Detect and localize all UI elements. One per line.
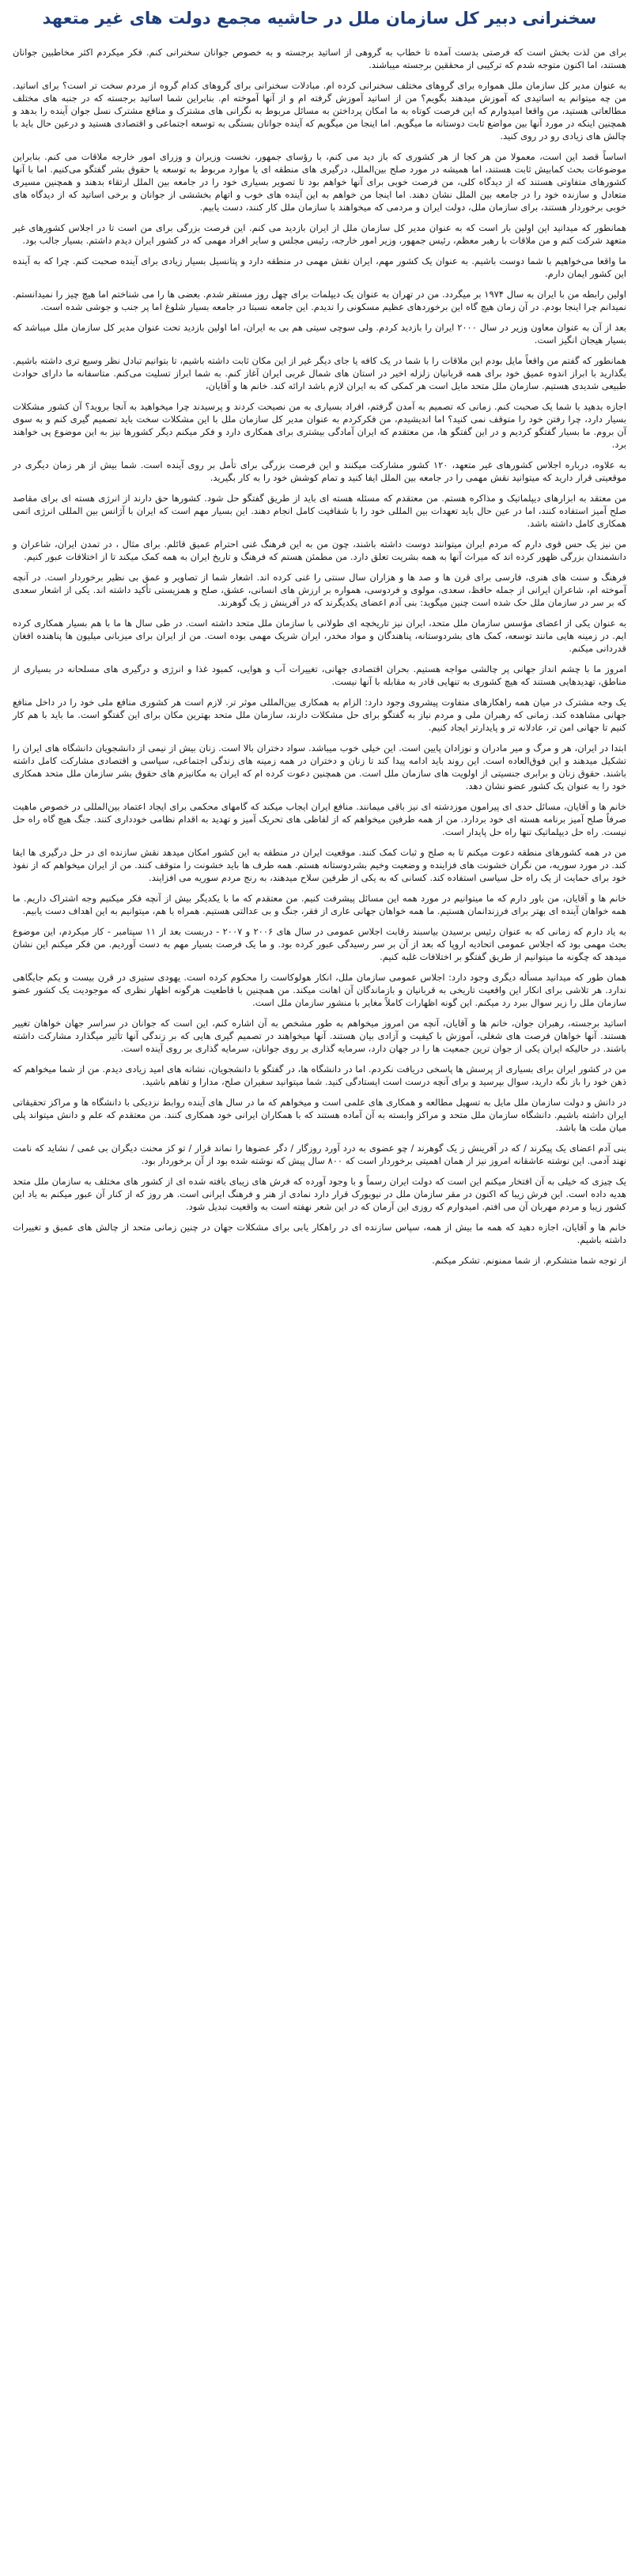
article-paragraph: اجازه بدهید با شما یک صحبت کنم. زمانی که تصمیم به آمدن گرفتم، افراد بسیاری به من نصیحت کردند و پرسیدند چرا میخواهید به آنجا بروید؟ آن کشور مشکلات بسیار دارد، چرا رفتن خود را متوقف نمی کنید؟ اما اندیشیدم، من فکرکردم به عنوان مدیر کل سازمان ملل با این مشکلات سخت باید تصمیم گیری کنم و به سوی آن بروم. ما بسیار گفتگو کردیم و در این گفتگو ها، من معتقدم که ایران آمادگی بیشتری برای همکاری دارد و فکر میکنم دیگر کشورها نیز به این موضوع پی خواهند برد. — [13, 401, 626, 450]
article-paragraph: از توجه شما متشکرم. از شما ممنونم. تشکر میکنم. — [432, 1255, 626, 1266]
article-title: سخنرانی دبیر کل سازمان ملل در حاشیه مجمع دولت های غیر متعهد — [42, 9, 597, 28]
article-paragraph: من معتقد به ابزارهای دیپلماتیک و مذاکره هستم. من معتقدم که مسئله هسته ای باید از طریق گفتگو حل شود. کشورها حق دارند از انرژی هسته ای برای مقاصد صلح آمیز استفاده کنند، اما در عین حال باید تعهدات بین المللی خود را با شفافیت کامل انجام دهند. این بسیار مهم است که ایران با آژانس بین المللی انرژی اتمی همکاری کامل داشته باشد. — [13, 493, 626, 529]
article-paragraph: فرهنگ و سنت های هنری، فارسی برای قرن ها و صد ها و هزاران سال سنتی را غنی کرده اند. اشعار شما از تصاویر و عمق بی نظیر برخوردار است. در آنچه آموخته ام، شاعران ایرانی از جمله حافظ، سعدی، مولوی و فردوسی، همواره بر ارزش های انسانی، عشق، صلح و همزیستی تأکید داشته اند. یکی از اشعار سعدی که بر سر در سازمان ملل حک شده است چنین میگوید: بنی آدم اعضای یکدیگرند که در آفرینش ز یک گوهرند. — [13, 572, 626, 608]
article-paragraph: من در کشور ایران برای بسیاری از پرسش ها پاسخی دریافت نکردم. اما در دانشگاه ها، در گفتگو با دانشجویان، نشانه های امید زیادی دیدم. من از شما میخواهم که ذهن خود را باز نگه دارید، سوال بپرسید و برای آنچه درست است ایستادگی کنید. شما میتوانید سفیران صلح، مدارا و تفاهم باشید. — [13, 1063, 626, 1087]
article-paragraph: ما واقعا می‌خواهیم با شما دوست باشیم. به عنوان یک کشور مهم، ایران نقش مهمی در منطقه دارد و پتانسیل بسیار زیادی برای آینده صحبت کنم. چرا که به آینده این کشور ایمان دارم. — [13, 255, 626, 279]
article-paragraph: امروز ما با چشم انداز جهانی پر چالشی مواجه هستیم. بحران اقتصادی جهانی، تغییرات آب و هوایی، کمبود غذا و انرژی و درگیری های مسلحانه در بسیاری از مناطق، تهدیدهایی هستند که هیچ کشوری به تنهایی قادر به مقابله با آنها نیست. — [13, 663, 626, 687]
article-paragraph: من نیز یک حس قوی دارم که مردم ایران میتوانند دوست داشته باشند، چون من به این فرهنگ غنی احترام عمیق قائلم. برای مثال ، در تمدن ایران، شاعران و دانشمندان بزرگی ظهور کرده اند که میراث آنها به همه بشریت تعلق دارد. من مطمئن هستم که فرهنگ و تاریخ ایران به همه کمک میکند تا از اختلافات عبور کنیم. — [13, 538, 626, 562]
article-paragraph: خانم ها و آقایان، مسائل حدی ای پیرامون موزدشته ای نیز باقی میمانند. منافع ایران ایجاب میکند که گامهای محکمی برای ایجاد اعتماد بین‌المللی در خصوص ماهیت صرفاً صلح آمیز برنامه هسته ای خود بردارد. من از همه طرفین میخواهم که از لفاظی های تحریک آمیز و تهدید به اقدام نظامی خودداری کنند. جنگ هیچ گاه راه حل نیست. راه حل دیپلماتیک تنها راه حل پایدار است. — [13, 801, 626, 837]
article-paragraph: من در همه کشورهای منطقه دعوت میکنم تا به صلح و ثبات کمک کنند. موقعیت ایران در منطقه به این کشور امکان میدهد نقش سازنده ای در حل درگیری ها ایفا کند. در مورد سوریه، من نگران خشونت های فزاینده و وضعیت وخیم بشردوستانه هستم. همه طرف ها باید خشونت را متوقف کنند. من از ایران میخواهم که از نفوذ خود برای حمایت از یک راه حل سیاسی استفاده کند. کسانی که به یکی از طرفین سلاح میدهند، به رنج مردم سوریه می افزایند. — [13, 847, 626, 883]
article-body — [13, 46, 626, 1267]
article-paragraph: اساتید برجسته، رهبران جوان، خانم ها و آقایان، آنچه من امروز میخواهم به طور مشخص به آن اشاره کنم، این است که جوانان در سراسر جهان خواهان تغییر هستند. آنها خواهان فرصت های شغلی، آموزش با کیفیت و آزادی بیان هستند. آنها میخواهند در تصمیم گیری هایی که بر زندگی آنها تأثیر میگذارد مشارکت داشته باشند. در حالیکه ایران یکی از جوان ترین جمعیت ها را در جهان دارد، سرمایه گذاری بر روی جوانان، سرمایه گذاری بر روی آینده است. — [13, 1018, 626, 1054]
article-paragraph: برای من لذت بخش است که فرصتی بدست آمده تا خطاب به گروهی از اساتید برجسته و به خصوص جوانان سخنرانی کنم. فکر میکردم اکثر مخاطبین جوانان هستند، اما اکنون متوجه شدم که ترکیبی از محققین برجسته میباشند. — [13, 47, 626, 70]
article-paragraph: به علاوه، درباره اجلاس کشورهای غیر متعهد، ۱۲۰ کشور مشارکت میکنند و این فرصت بزرگی برای تأمل بر روی آینده است. شما بیش از هر زمان دیگری در موقعیتی قرار دارید که میتوانید نقش مهمی را در جامعه بین الملل ایفا کنید و تمام کوشش خود را به کار بگیرید. — [13, 459, 626, 483]
article-paragraph: همانطور که میدانید این اولین بار است که به عنوان مدیر کل سازمان ملل از ایران بازدید می کنم. این فرصت بزرگی برای من است تا در اجلاس کشورهای غیر متعهد شرکت کنم و من ملاقات با رهبر معظم، رئیس جمهور، وزیر امور خارجه، رئیس مجلس و سایر افراد مهمی که در کشور ایران دیدم داشتم. بسیار جالب بود. — [13, 222, 626, 246]
article-paragraph: یک وجه مشترک در میان همه راهکارهای متفاوت پیشروی وجود دارد: الزام به همکاری بین‌المللی موثر تر. لازم است هر کشوری منافع ملی خود را در داخل منافع جهانی مشاهده کند. زمانی که رهبران ملی و مردم نیاز به گفتگو برای حل مشکلات دارند، سازمان ملل متحد بهترین مکان برای این گفتگو است. ما باید با هم کار کنیم تا جهانی امن تر، عادلانه تر و پایدارتر ایجاد کنیم. — [13, 697, 626, 733]
article-paragraph: در دانش و دولت سازمان ملل مایل به تسهیل مطالعه و همکاری های علمی است و میخواهم که ما در سال های آینده روابط نزدیکی با دانشگاه ها و مراکز تحقیقاتی ایران داشته باشیم. دانشگاه سازمان ملل متحد و مراکز وابسته به آن آماده هستند که با همکاران ایرانی خود همکاری کنند. من معتقدم که علم و دانش میتواند پلی میان ملت ها باشد. — [13, 1097, 626, 1133]
document-page — [0, 0, 639, 1267]
article-paragraph: اولین رابطه من با ایران به سال ۱۹۷۴ بر میگردد. من در تهران به عنوان یک دیپلمات برای چهل روز مستقر شدم. بعضی ها را می شناختم اما هیچ چیز را نمیدانستم. نمیدانم چرا اینجا بودم. در آن زمان هیچ گاه این برخوردهای عظیم مسکونی را ندیدم. این جامعه نسبتا در جامعه بسیار شلوغ اما پر جنب و جوشی شده است. — [13, 289, 626, 312]
article-paragraph: بعد از آن به عنوان معاون وزیر در سال ۲۰۰۰ ایران را بازدید کردم. ولی سوچی سیتی هم بی به ایران، اما اولین بازدید تحت عنوان مدیر کل سازمان ملل میباشد که بسیار هیجان انگیز است. — [13, 322, 626, 346]
article-paragraph: همانطور که گفتم من واقعاً مایل بودم این ملاقات را با شما در یک کافه یا جای دیگر غیر از این مکان ثابت داشته باشیم، تا بتوانیم تبادل نظر وسیع تری داشته باشیم. بگذارید با ابراز اندوه عمیق خود برای همه قربانیان زلزله اخیر در استان های شمال غربی ایران آغاز کنم. به شما ابراز تسلیت می‌کنم. متاسفانه ما دارای حوادث طبیعی شدیدی هستیم. سازمان ملل متحد مایل است هر کمکی که به ایران لازم باشد ارائه کند. خانم ها و آقایان، — [13, 355, 626, 391]
article-paragraph: به عنوان یکی از اعضای مؤسس سازمان ملل متحد، ایران نیز تاریخچه ای طولانی با سازمان ملل متحد داشته است. در طی سال ها ما با هم بسیار همکاری کرده ایم. در زمینه هایی مانند توسعه، کمک های بشردوستانه، پناهندگان و مواد مخدر، ایران شریک مهمی بوده است. من از ایران برای میزبانی میلیون ها پناهنده افغان قدردانی میکنم. — [13, 618, 626, 654]
article-paragraph: به یاد دارم که زمانی که به عنوان رئیس برسیدن بیاسبند رقابت اجلاس عمومی در سال های ۲۰۰۶ و ۲۰۰۷ - دربست بعد از ۱۱ سپتامبر - کار میکردم، این موضوع بحث مهمی بود که اجلاس عمومی اتحادیه اروپا که بعد از آن بر سر رسیدگی عبور کرده بود. و ما یک فرصت بسیار مهم به دست آوردیم. من فکر میکنم این نشان میدهد که چگونه ما میتوانیم از طریق گفتگو بر اختلافات غلبه کنیم. — [13, 926, 626, 962]
article-paragraph: اساساً قصد این است، معمولا من هر کجا از هر کشوری که باز دید می کنم، با رؤسای جمهور، نخست وزیران و وزرای امور خارجه ملاقات می کنم. بنابراین موضوعات بحث کمابیش ثابت هستند، اما همیشه در مورد صلح بین‌الملل، درگیری های منطقه ای یا موارد مربوط به توسعه یا حقوق بشر گفتگو می‌کنیم. اما با آنها کشورهای متفاوتی هستند که از دیدگاه کلی، من فرصت خوبی برای آنها خواهم بود تا تصویر بسیاری خود را در جامعه بین الملل ارتقاء بدهند و همچنین مسیری متعادل و سازنده خود را در جامعه بین الملل نشان دهند. اما اینجا من خواهم به این آینده های خوب و اتهام بخششی از جوانان و برخی اساتید که از دیدگاه های خوبی برخوردار هستند، برای سازمان ملل، دولت ایران و مردمی که میخواهند با سازمان ملل کار کنند، دست یابیم. — [13, 151, 626, 213]
article-paragraph: خانم ها و آقایان، من باور دارم که ما میتوانیم در مورد همه این مسائل پیشرفت کنیم. من معتقدم که ما با یکدیگر بیش از آنچه فکر میکنیم وجه اشتراک داریم. ما همه خواهان آینده ای بهتر برای فرزندانمان هستیم. ما همه خواهان جهانی عاری از فقر، جنگ و بی عدالتی هستیم. همراه با هم، میتوانیم به این اهداف دست یابیم. — [13, 893, 626, 916]
article-paragraph: همان طور که میدانید مسأله دیگری وجود دارد: اجلاس عمومی سازمان ملل، انکار هولوکاست را محکوم کرده است. یهودی ستیزی در قرن بیست و یکم جایگاهی ندارد. هر تلاشی برای انکار این واقعیت تاریخی به قربانیان و بازماندگان آن اهانت میکند. من همچنین با قاطعیت هرگونه اظهار نظری که موجودیت یک کشور عضو سازمان ملل را زیر سوال ببرد رد میکنم. این گونه اظهارات کاملاً مغایر با منشور سازمان ملل است. — [13, 972, 626, 1008]
article-paragraph: بنی آدم اعضای یک پیکرند / که در آفرینش ز یک گوهرند / چو عضوی به درد آورد روزگار / دگر عضوها را نماند قرار / تو کز محنت دیگران بی غمی / نشاید که نامت نهند آدمی. این نوشته عاشقانه امروز نیز از همان اهمیتی برخوردار است که ۸۰۰ سال پیش که نوشته شده بود از آن برخوردار بود. — [13, 1143, 626, 1166]
article-paragraph: خانم ها و آقایان، اجازه دهید که همه ما بیش از همه، سپاس سازنده ای در راهکار یابی برای مشکلات جهان در چنین زمانی متحد از چالش های عمیق و تغییرات داشته باشیم. — [13, 1222, 626, 1245]
article-paragraph: به عنوان مدیر کل سازمان ملل همواره برای گروهای مختلف سخنرانی کرده ام. مبادلات سخنرانی برای گروهای کدام گروه از مردم سخت تر است؟ برای اساتید. من چه میتوانم به اساتیدی که آموزش میدهند بگویم؟ من از اساتید آموزش گرفته ام و از آنها آموخته ام. بنابراین شما اساتید برجسته که در جنبه های مختلف مطالعاتی هستید، من واقعا امیدوارم که این فرصت کوتاه به ما امکان پرداختن به مسائل مربوط به نگرانی های مشترک و منافع مشترک نسل جوان آینده را بدهد و همچنین اینکه در مورد آنها بین مواضع ثابت دوستانه ما میگویم. اما اینجا من میگویم که آینده جوانان بستگی به توسعه اجتماعی و اقتصادی هستید و درعین حال باید با چالش های زیادی رو در روی کنید. — [13, 80, 626, 142]
article-paragraph: یک چیزی که خیلی به آن افتخار میکنم این است که دولت ایران رسماً و با وجود آورده که فرش های زیبای بافته شده ای از کشور های مختلف به سازمان ملل متحد هدیه داده است. این فرش زیبا که اکنون در مقر سازمان ملل در نیویورک قرار دارد نمادی از هنر و فرهنگ ایرانی است. هر روز که از کنار آن عبور میکنم به یاد این کشور زیبا و مردم مهربان آن می افتم. امیدوارم که روزی این آرمان که در این شعر نهفته است به واقعیت تبدیل شود. — [13, 1176, 626, 1212]
article-paragraph: ابتدا در ایران، هر و مرگ و میر مادران و نوزادان پایین است. این خیلی خوب میباشد. سواد دختران بالا است. زنان بیش از نیمی از دانشجویان دانشگاه های ایران را تشکیل میدهند و این فوق‌العاده است. این روند باید ادامه پیدا کند تا زنان و دختران در همه زمینه های زندگی اجتماعی، سیاسی و اقتصادی مشارکت کامل داشته باشند. حقوق زنان و برابری جنسیتی از اولویت های سازمان ملل است. من همچنین دعوت کرده ام که ایران به مکانیزم های حقوق بشر سازمان ملل متحد همکاری خود را به عنوان یک کشور عضو نشان دهد. — [13, 742, 626, 791]
